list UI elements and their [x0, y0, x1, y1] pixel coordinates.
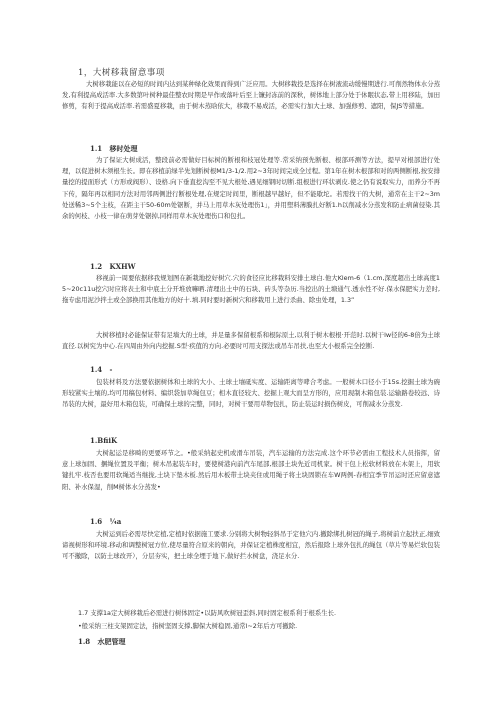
section-1-3-paragraph: 大树移植时必能保证带有足墙大的土球，并足量多保留根系和根际原土,以利于树木根根·开范时.以树干lw径的6-8倍为土球直径.以树究为中心.在四周由外向内挖掘.S型·疾值的方向.必要时可用支探法或吊车吊扶,也至大小根系完全挖断.	[62, 331, 440, 351]
section-1-1-heading	[90, 144, 138, 154]
section-title: 水肥管理	[97, 637, 126, 646]
section-1-6-paragraph: 大树运到后必需尽快定植,定植时依据施工要求.分别将大树物轻斜吊于定他穴内.撤除绑扎树冠的绳子,将树前立起扶正,细致谛视树形和环境.移动和调整树冠方位,使尽量符合原来的朝向，并保证定植株度相宜，然后报除上球外包扎的绳包（草片等易烂软包装可不撤除，以防土球改开），分层夯实，把土球全埋于地下,做好拦水树盘，浇足水分.	[62, 530, 440, 561]
section-number: 1.6	[90, 517, 103, 526]
doc-title: 1，大树移栽留意事项	[78, 68, 165, 78]
section-1-8-heading	[78, 637, 126, 647]
section-1-2-paragraph: 移视前一周要依据移我规划图在新栽地挖好树穴.穴的食径应比移栽料安排土球白.他大Klem-6（1.cm,深度超出土球高度15~20c11u挖穴时应将表土和中底土分开堆放嘛晒.清理出土中的石块、砖头等杂历.当挖出的土塘通气.透水性不好.保水保肥实力差时,拖专虑用泥沙拌土或全部换用其他地方的好十.填.同时要时新树穴和移栽用上进行杀曲、除虫处理，1.3”	[62, 274, 440, 305]
section-1-4-heading	[90, 365, 112, 374]
section-1-2-heading	[90, 262, 136, 271]
section-1-5-heading	[90, 436, 117, 445]
section-number: 1.4	[90, 365, 103, 374]
section-title: 移时处理	[109, 144, 138, 153]
section-1-5-paragraph: 大树起运是移畸的更要环节之。•般采纳起史机或滑车吊装，汽车运输的方法完成.这个环节必需由工程技术人员指挥，留意上球加固、捆绳位置及平衡；树木吊起装车时，要使树港向前汽车尾部,根部土块先近司机家。树干包上松软材料放在木架上，用软键扎牢.枝否也要用软绳适当继拢,土块下垫木板.然后用木板带土块夹住或用绳子将土块固锁在车W两例-春相宜季节吊运时还应留意遮阳、补水保湿，削M树体水分蒸发•	[62, 449, 440, 491]
section-1-7-paragraph: 1.7 支撑1a定大树移栽后必需进行树体固定•以防风吹树冠歪斜,同时固定根系利于根系生长.	[78, 609, 337, 617]
section-1-1-paragraph: 为了保证大树成活，整段前必需做好目标树的断根和枝冠处理等.常采纳预先断根、根部环测等方法，提早对根部进行处理，以促进树木须根生长。即在移植前绿半先划断树根M1/3-1/2.用2~3年时间完成全过程。第1年在树木根部和对的两侧断根,按安排量挖的提面形式（方形或阀形）、设格.向下垂直挖沟至不见大根处,遇见细钢时切断.组根进行环状剥皮.使之仍有说取实力，而养分不再下传，隔年再以相同方法对用邻两侧进行断根处理,在规定时间里，断根越早越好，但不能歇坨。若需找干的大树，通常在主干2~3m处送稀3~5个主枝，在距主干50-60m处锯断，并马上用草木灰处理伤1」，并用塑料薄膜扎好断1.h以削减水分蒸发和防止病菌侵染.其余的何枝、小枝一律在萌芽处锯掉,同样用草木灰处理伤口和包扎。	[62, 156, 440, 221]
section-1-7-continuation: •般采纳三柱支架固定法，指树坚固支撑,脚保大树稳固,通常l~2年后方可撤除.	[78, 622, 298, 630]
section-title: -	[109, 365, 113, 374]
section-1-6-heading	[90, 517, 121, 526]
section-number: 1.1	[90, 144, 103, 153]
section-number: 1.BfiiK	[90, 436, 118, 445]
section-title: KXHW	[109, 262, 136, 271]
section-number: 1.8	[78, 637, 91, 646]
section-1-4-paragraph: 包装材料及方法要依据树体和土球的大小、土球土壤砥实度、运输距离等哮合考虑。一般树木口径小于15s.挖掘土球为碗形较紧实土壤的,均可用稿包材料、编织袋加草绳包豆；相木直径较大、挖掘上观大而呈方形的，应用现制木箱包装.运输路卷较远、诗吊装的大树，最好用木箱包装，可确保土球的完整，同时，对树干要用草物包扎，防止装运时损伤树皮，可削减水分蒸发.	[62, 378, 440, 409]
section-number: 1.2	[90, 262, 103, 271]
intro-paragraph: 大树移栽能以在必短的时间内达到某种绿化效果而得到广泛应用。大树移栽投是选择在树液流动缓慢期进行.可削然物体水分蒸发,有利提高成活率.大多数第叶树种最佳整农时期是早作或落叶后至上镰封冻前的深秋，树体地上部分处于休眠状态,带上用移陆，加田修剪，有利于提高成活率.若需盛夏移栽，由于树木蒸晗依大，移栽不易成活，必需实行加大土球、加强修剪、遮阳，保JS等措施。	[62, 80, 440, 111]
section-title: ¼a	[109, 517, 122, 526]
